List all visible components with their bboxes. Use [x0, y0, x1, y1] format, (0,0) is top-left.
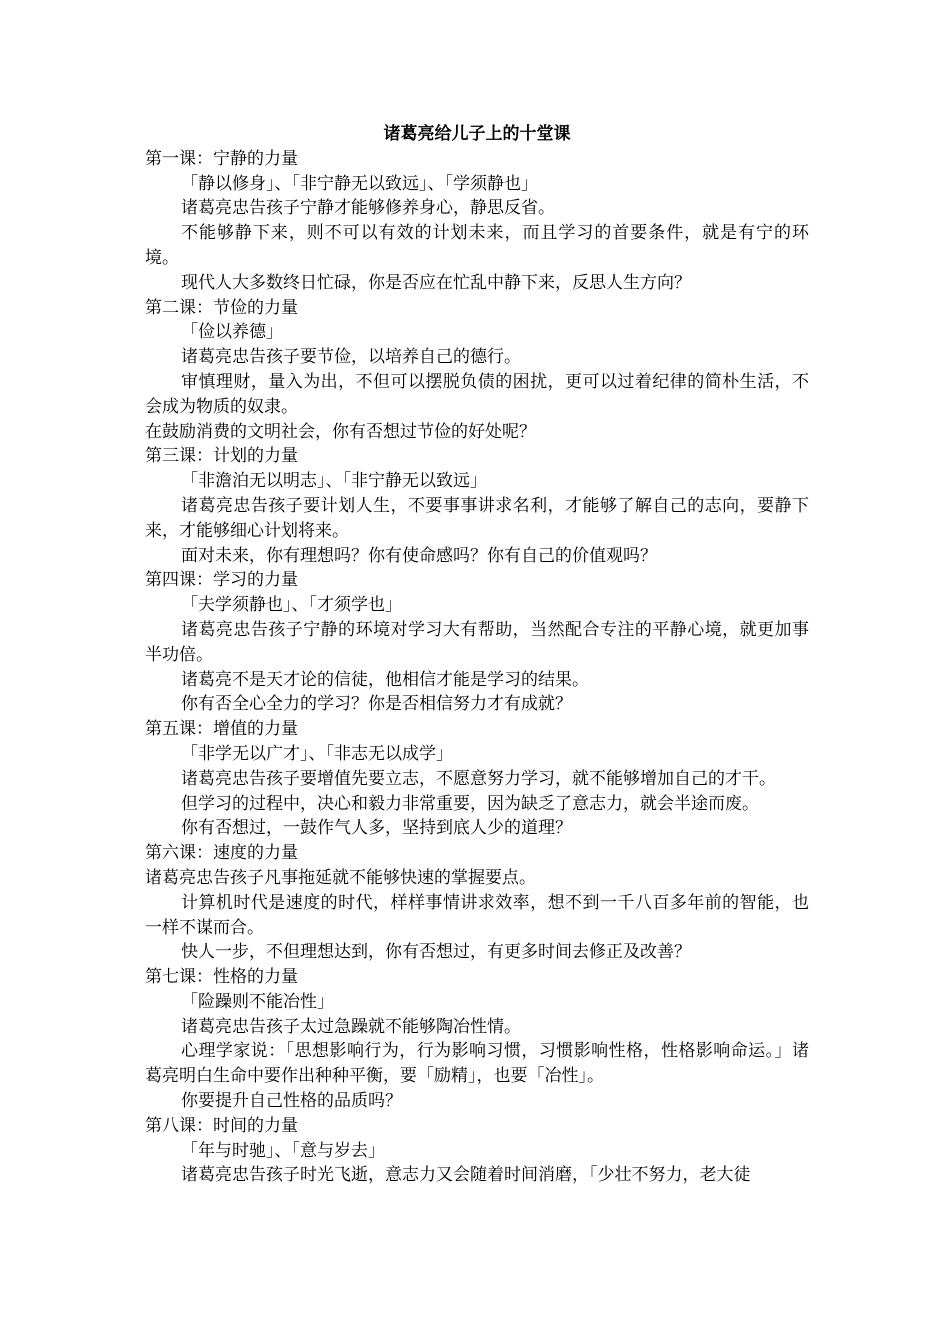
paragraph: 「静以修身」、「非宁静无以致远」、「学须静也」: [181, 173, 538, 194]
lesson-heading: 第六课：速度的力量: [145, 843, 298, 864]
paragraph: 诸葛亮忠告孩子时光飞逝，意志力又会随着时间消磨，「少壮不努力，老大徒: [181, 1165, 751, 1186]
paragraph: 你要提升自己性格的品质吗？: [181, 1091, 402, 1112]
lesson-section: [145, 841, 809, 965]
paragraph: 但学习的过程中，决心和毅力非常重要，因为缺乏了意志力，就会半途而废。: [181, 793, 759, 814]
paragraph: 计算机时代是速度的时代，样样事情讲求效率，想不到一千八百多年前的智能，也一样不谋而合。: [145, 892, 809, 938]
lessons-container: [145, 147, 809, 1188]
lesson-heading: 第七课：性格的力量: [145, 967, 298, 988]
lesson-section: [145, 568, 809, 717]
paragraph: 诸葛亮忠告孩子要增值先要立志，不愿意努力学习，就不能够增加自己的才干。: [181, 768, 776, 789]
paragraph: 诸葛亮忠告孩子要计划人生，不要事事讲求名利，才能够了解自己的志向，要静下来，才能够细心计划将来。: [145, 495, 809, 541]
paragraph: 「险躁则不能冶性」: [181, 991, 334, 1012]
paragraph: 「俭以养德」: [181, 322, 283, 343]
paragraph: 你有否想过，一鼓作气人多，坚持到底人少的道理？: [181, 818, 572, 839]
paragraph: 你有否全心全力的学习？你是否相信努力才有成就？: [181, 694, 572, 715]
lesson-heading: 第三课：计划的力量: [145, 446, 298, 467]
lesson-heading: 第五课：增值的力量: [145, 719, 298, 740]
lesson-heading: 第四课：学习的力量: [145, 570, 298, 591]
lesson-section: [145, 1114, 809, 1188]
paragraph: 「夫学须静也」、「才须学也」: [181, 595, 402, 616]
lesson-heading: 第八课：时间的力量: [145, 1115, 298, 1136]
document-title: 诸葛亮给儿子上的十堂课: [383, 124, 571, 144]
paragraph: 审慎理财，量入为出，不但可以摆脱负债的困扰，更可以过着纪律的简朴生活，不会成为物质的奴隶。: [145, 371, 809, 417]
paragraph: 「非学无以广才」、「非志无以成学」: [181, 743, 453, 764]
paragraph: 不能够静下来，则不可以有效的计划未来，而且学习的首要条件，就是有宁的环境。: [145, 223, 809, 268]
paragraph: 在鼓励消费的文明社会，你有否想过节俭的好处呢？: [145, 421, 536, 442]
document-page: [145, 122, 809, 1188]
paragraph: 诸葛亮不是天才论的信徒，他相信才能是学习的结果。: [181, 669, 589, 690]
lesson-section: [145, 296, 809, 445]
paragraph: 「非澹泊无以明志」、「非宁静无以致远」: [181, 471, 487, 492]
lesson-section: [145, 717, 809, 841]
lesson-heading: 第二课：节俭的力量: [145, 297, 298, 318]
paragraph: 诸葛亮忠告孩子宁静的环境对学习大有帮助，当然配合专注的平静心境，就更加事半功倍。: [145, 619, 809, 665]
paragraph: 「年与时驰」、「意与岁去」: [181, 1140, 385, 1161]
paragraph: 现代人大多数终日忙碌，你是否应在忙乱中静下来，反思人生方向？: [181, 272, 691, 293]
lesson-section: [145, 444, 809, 568]
paragraph: 面对未来，你有理想吗？你有使命感吗？你有自己的价值观吗？: [181, 545, 657, 566]
paragraph: 诸葛亮忠告孩子太过急躁就不能够陶冶性情。: [181, 1016, 521, 1037]
paragraph: 诸葛亮忠告孩子凡事拖延就不能够快速的掌握要点。: [145, 867, 536, 888]
paragraph: 诸葛亮忠告孩子要节俭，以培养自己的德行。: [181, 347, 521, 368]
lesson-section: [145, 965, 809, 1114]
lesson-section: [145, 147, 809, 296]
paragraph: 快人一步，不但理想达到，你有否想过，有更多时间去修正及改善？: [181, 942, 691, 963]
paragraph: 心理学家说：「思想影响行为，行为影响习惯，习惯影响性格，性格影响命运。」诸葛亮明白生命中要作出种种平衡，要「励精」，也要「冶性」。: [145, 1041, 809, 1087]
lesson-heading: 第一课：宁静的力量: [145, 148, 298, 169]
paragraph: 诸葛亮忠告孩子宁静才能够修养身心，静思反省。: [181, 198, 555, 219]
